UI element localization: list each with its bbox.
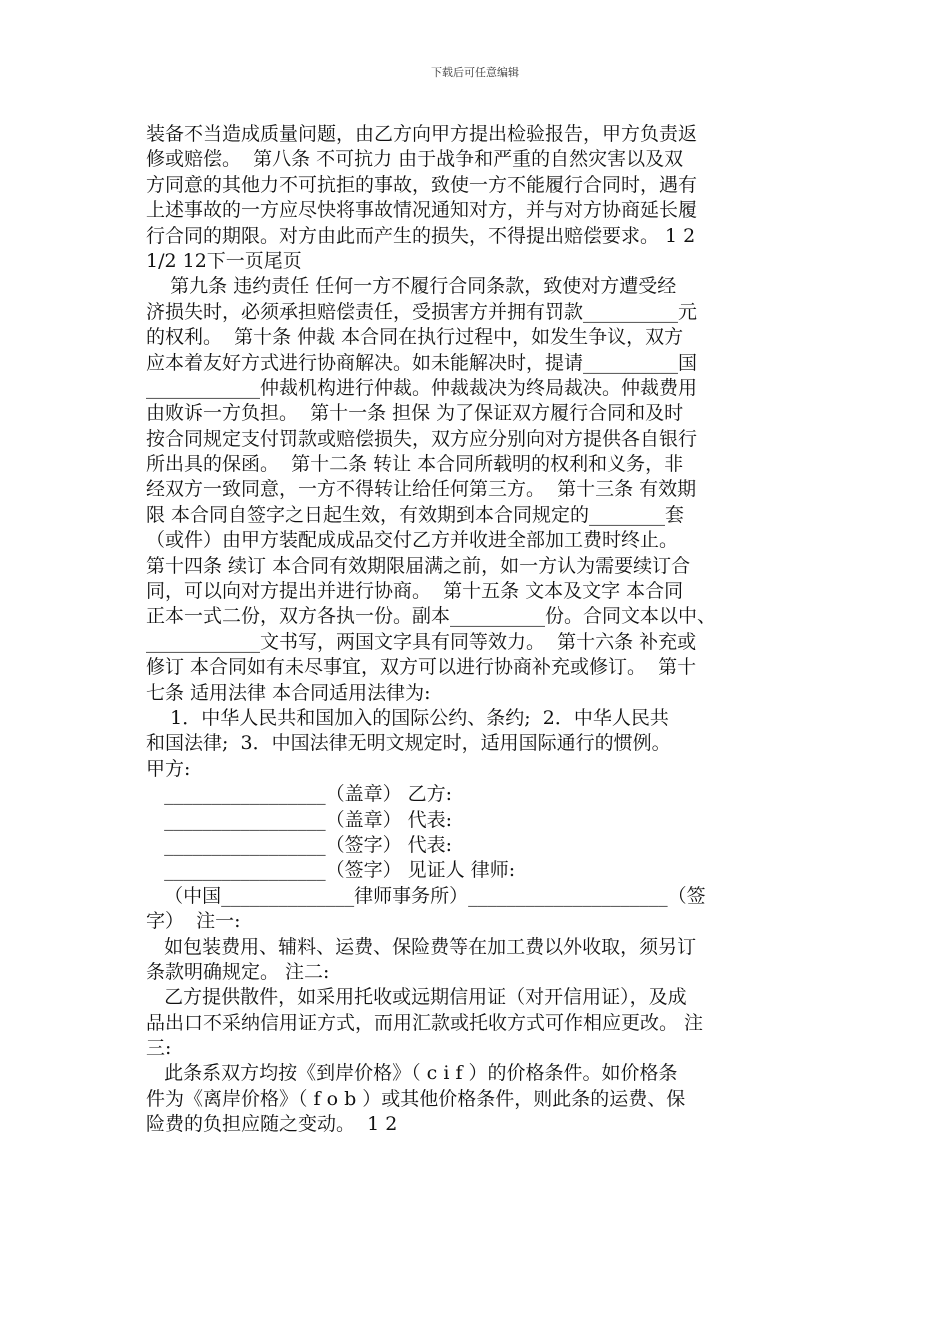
text-line: 此条系双方均按《到岸价格》（ c i f ）的价格条件。如价格条: [146, 1062, 678, 1085]
text-line: 修或赔偿。 第八条 不可抗力 由于战争和严重的自然灾害以及双: [146, 148, 684, 171]
contract-body: [146, 122, 808, 1138]
text-line: 行合同的期限。对方由此而产生的损失，不得提出赔偿要求。 1 2: [146, 224, 696, 247]
text-line: 七条 适用法律 本合同适用法律为:: [146, 681, 431, 704]
text-line: 如包装费用、辅料、运费、保险费等在加工费以外收取，须另订: [146, 935, 697, 958]
text-line: 方同意的其他力不可抗拒的事故，致使一方不能履行合同时，遇有: [146, 173, 698, 196]
text-line: _________________（盖章） 代表:: [146, 808, 453, 831]
text-line: 的权利。 第十条 仲裁 本合同在执行过程中，如发生争议，双方: [146, 326, 684, 349]
text-line: 上述事故的一方应尽快将事故情况通知对方，并与对方协商延长履: [146, 199, 698, 222]
text-line: 品出口不采纳信用证方式，而用汇款或托收方式可作相应更改。 注: [146, 1011, 704, 1034]
text-line: 济损失时，必须承担赔偿责任，受损害方并拥有罚款__________元: [146, 300, 698, 323]
text-line: 经双方一致同意，一方不得转让给任何第三方。 第十三条 有效期: [146, 478, 697, 501]
text-line: 乙方提供散件，如采用托收或远期信用证（对开信用证），及成: [146, 986, 687, 1009]
text-line: ____________文书写，两国文字具有同等效力。 第十六条 补充或: [146, 630, 697, 653]
text-line: 字） 注一:: [146, 910, 241, 933]
text-line: 件为《离岸价格》（ f o b ）或其他价格条件，则此条的运费、保: [146, 1087, 686, 1110]
text-line: _________________（盖章） 乙方:: [146, 783, 453, 806]
text-line: 条款明确规定。 注二:: [146, 960, 330, 983]
text-line: 第九条 违约责任 任何一方不履行合同条款，致使对方遭受经: [146, 275, 677, 298]
text-line: 1．中华人民共和国加入的国际公约、条约; 2．中华人民共: [146, 706, 669, 729]
text-line: 甲方:: [146, 757, 191, 780]
text-line: 险费的负担应随之变动。 1 2: [146, 1113, 398, 1136]
text-line: （或件）由甲方装配成成品交付乙方并收进全部加工费时终止。: [146, 529, 679, 552]
text-line: 和国法律; 3．中国法律无明文规定时，适用国际通行的惯例。: [146, 732, 671, 755]
text-line: （中国______________律师事务所）_____________________（签: [146, 884, 706, 907]
text-line: 1/2 12下一页尾页: [146, 249, 302, 272]
text-line: 三:: [146, 1037, 172, 1060]
text-line: 正本一式二份，双方各执一份。副本__________份。合同文本以中、: [146, 605, 717, 628]
text-line: 限 本合同自签字之日起生效，有效期到本合同规定的________套: [146, 503, 685, 526]
text-line: _________________（签字） 见证人 律师:: [146, 859, 516, 882]
text-line: 由败诉一方负担。 第十一条 担保 为了保证双方履行合同和及时: [146, 402, 684, 425]
text-line: 按合同规定支付罚款或赔偿损失，双方应分别向对方提供各自银行: [146, 427, 698, 450]
text-line: 所出具的保函。 第十二条 转让 本合同所载明的权利和义务，非: [146, 453, 684, 476]
text-line: 第十四条 续订 本合同有效期限届满之前，如一方认为需要续订合: [146, 554, 691, 577]
text-line: 应本着友好方式进行协商解决。如未能解决时，提请__________国: [146, 351, 698, 374]
text-line: ____________仲裁机构进行仲裁。仲裁裁决为终局裁决。仲裁费用: [146, 376, 698, 399]
text-line: 修订 本合同如有未尽事宜，双方可以进行协商补充或修订。 第十: [146, 656, 697, 679]
text-line: _________________（签字） 代表:: [146, 833, 453, 856]
text-line: 装备不当造成质量问题，由乙方向甲方提出检验报告，甲方负责返: [146, 123, 698, 145]
page-header: 下载后可任意编辑: [431, 66, 519, 79]
text-line: 同，可以向对方提出并进行协商。 第十五条 文本及文字 本合同: [146, 580, 684, 603]
